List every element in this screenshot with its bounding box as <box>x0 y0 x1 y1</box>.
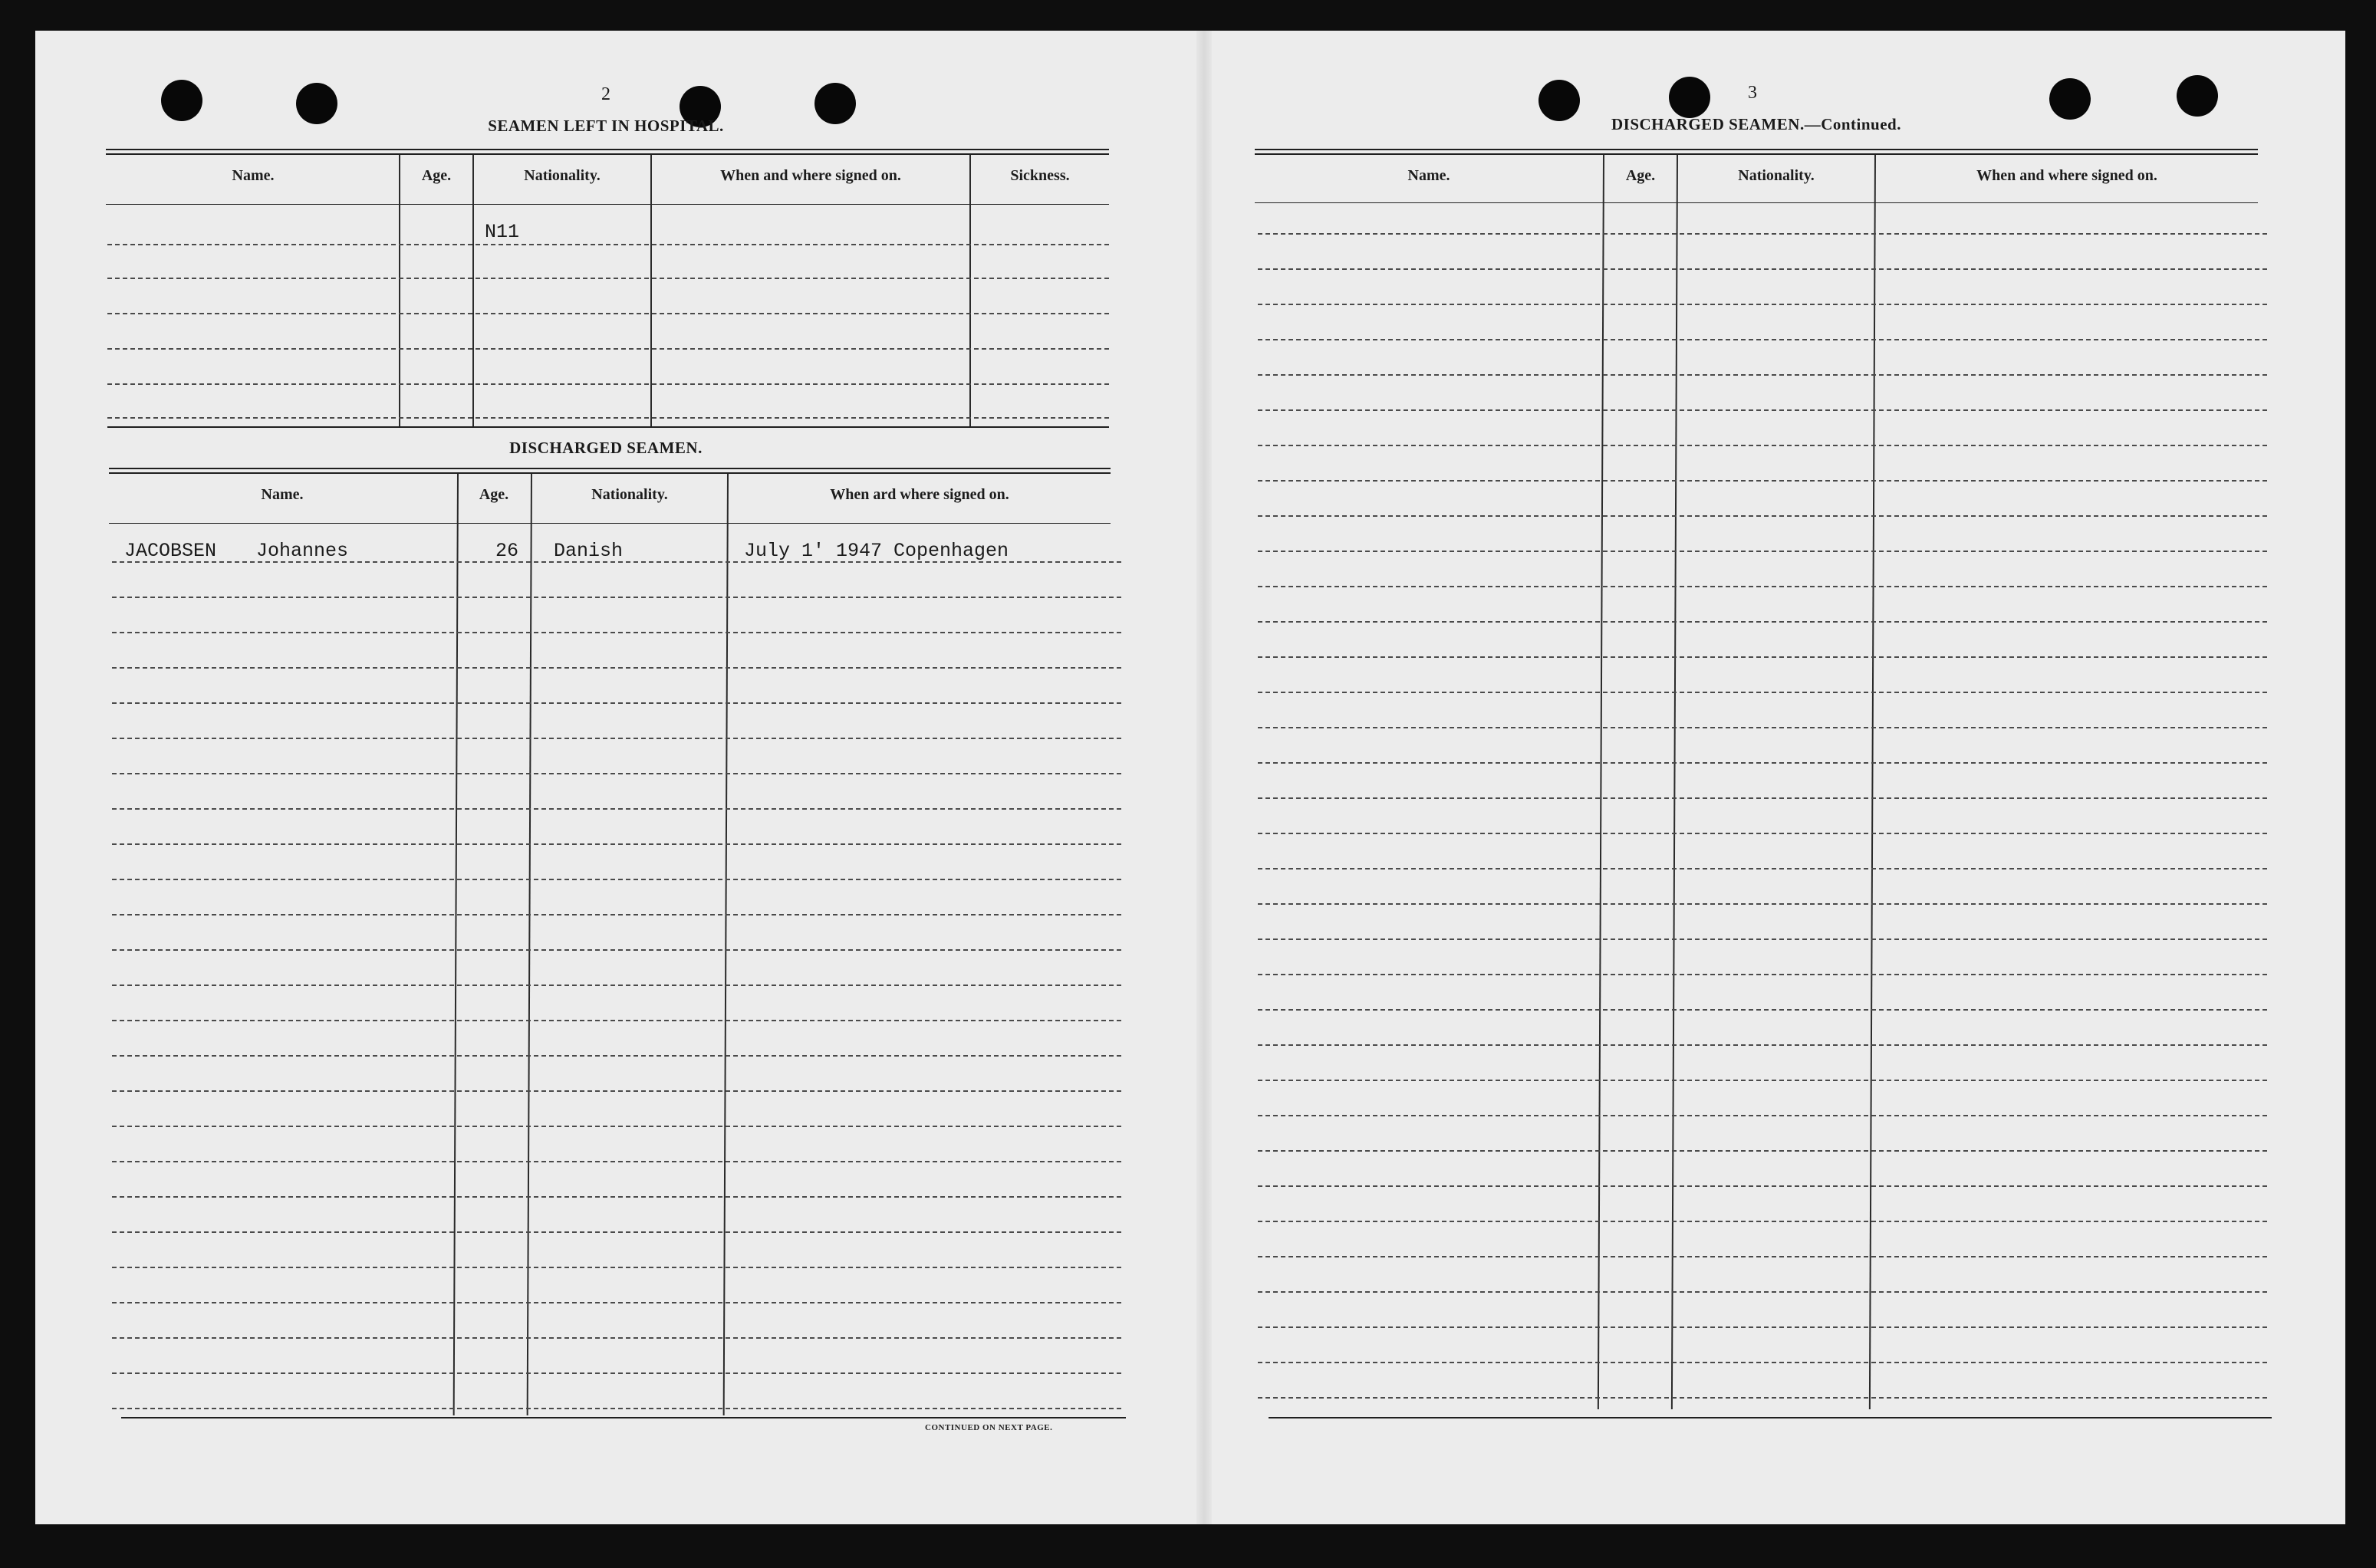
row-line <box>1258 445 2267 446</box>
discharged-section-title: DISCHARGED SEAMEN. <box>509 439 703 457</box>
hospital-section-title: SEAMEN LEFT IN HOSPITAL. <box>488 117 724 135</box>
row-line <box>1258 797 2267 799</box>
header-rule <box>1255 202 2258 203</box>
column-divider <box>472 155 474 426</box>
col-header-nationality: Nationality. <box>591 486 668 503</box>
row-line <box>107 383 1109 385</box>
row-line <box>1258 233 2267 235</box>
row-line <box>1258 938 2267 940</box>
punch-hole <box>2177 75 2218 117</box>
row-line <box>112 1161 1121 1162</box>
row-line <box>1258 1256 2267 1257</box>
seaman-age: 26 <box>495 540 519 562</box>
seaman-signed-on: July 1' 1947 Copenhagen <box>744 540 1009 562</box>
seaman-nationality: Danish <box>554 540 624 562</box>
row-line <box>1258 1150 2267 1152</box>
row-line <box>112 1267 1121 1268</box>
row-line <box>1258 268 2267 270</box>
table-top-rule <box>106 149 1109 150</box>
punch-hole <box>1669 77 1710 118</box>
col-header-name: Name. <box>1407 167 1450 184</box>
header-rule <box>106 204 1109 205</box>
row-line <box>112 1055 1121 1057</box>
row-line <box>107 244 1109 245</box>
row-line <box>1258 974 2267 975</box>
column-divider <box>399 155 400 426</box>
punch-hole <box>2049 78 2091 120</box>
row-line <box>1258 762 2267 764</box>
row-line <box>1258 1115 2267 1116</box>
row-line <box>1258 833 2267 834</box>
row-line <box>1258 621 2267 623</box>
row-line <box>112 879 1121 880</box>
column-divider <box>650 155 652 426</box>
row-line <box>112 1126 1121 1127</box>
row-line <box>1258 1221 2267 1222</box>
table-bottom-rule <box>107 426 1109 428</box>
table-top-rule <box>1255 153 2258 155</box>
page-number: 2 <box>601 84 610 104</box>
table-top-rule <box>109 472 1111 474</box>
row-line <box>112 1020 1121 1021</box>
row-line <box>112 985 1121 986</box>
page-number: 3 <box>1748 83 1757 103</box>
page-fold <box>1196 31 1212 1524</box>
row-line <box>1258 1326 2267 1328</box>
table-top-rule <box>106 153 1109 155</box>
row-line <box>112 632 1121 633</box>
row-line <box>107 348 1109 350</box>
row-line <box>1258 1397 2267 1399</box>
table-bottom-rule <box>1269 1417 2272 1418</box>
row-line <box>112 1196 1121 1198</box>
row-line <box>1258 1009 2267 1011</box>
punch-hole <box>814 83 856 124</box>
register-sheet <box>35 31 2345 1524</box>
col-header-signed-on: When and where signed on. <box>720 167 901 184</box>
row-line <box>1258 727 2267 728</box>
row-line <box>112 949 1121 951</box>
col-header-nationality: Nationality. <box>1738 167 1815 184</box>
row-line <box>1258 656 2267 658</box>
row-line <box>112 1090 1121 1092</box>
row-line <box>1258 1044 2267 1046</box>
row-line <box>107 278 1109 279</box>
table-bottom-rule <box>121 1417 1126 1418</box>
col-header-age: Age. <box>1625 167 1656 184</box>
row-line <box>1258 480 2267 482</box>
col-header-signed-on: When ard where signed on. <box>830 486 1009 503</box>
row-line <box>1258 409 2267 411</box>
punch-hole <box>161 80 202 121</box>
table-top-rule <box>1255 149 2258 150</box>
col-header-name: Name. <box>261 486 304 503</box>
col-header-sickness: Sickness. <box>1010 167 1070 184</box>
row-line <box>112 773 1121 774</box>
col-header-name: Name. <box>232 167 275 184</box>
row-line <box>112 597 1121 598</box>
row-line <box>112 843 1121 845</box>
row-line <box>1258 304 2267 305</box>
row-line <box>1258 586 2267 587</box>
row-line <box>112 738 1121 739</box>
col-header-age: Age. <box>479 486 509 503</box>
row-line <box>112 1337 1121 1339</box>
table-top-rule <box>109 468 1111 469</box>
row-line <box>1258 1080 2267 1081</box>
row-line <box>1258 1185 2267 1187</box>
hospital-entry: N11 <box>485 221 520 243</box>
col-header-signed-on: When and where signed on. <box>1976 167 2157 184</box>
row-line <box>112 1372 1121 1374</box>
row-line <box>112 667 1121 669</box>
row-line <box>1258 339 2267 340</box>
row-line <box>1258 374 2267 376</box>
punch-hole <box>296 83 337 124</box>
row-line <box>107 313 1109 314</box>
continued-section-title: DISCHARGED SEAMEN.—Continued. <box>1611 115 1901 133</box>
row-line <box>1258 515 2267 517</box>
row-line <box>1258 868 2267 869</box>
row-line <box>1258 1362 2267 1363</box>
row-line <box>1258 551 2267 552</box>
row-line <box>112 1231 1121 1233</box>
column-divider <box>969 155 971 426</box>
row-line <box>112 808 1121 810</box>
col-header-nationality: Nationality. <box>524 167 601 184</box>
continued-footer: CONTINUED ON NEXT PAGE. <box>925 1423 1053 1432</box>
row-line <box>1258 1291 2267 1293</box>
row-line <box>1258 903 2267 905</box>
row-line <box>107 417 1109 419</box>
seaman-given-name: Johannes <box>256 540 349 562</box>
row-line <box>112 702 1121 704</box>
row-line <box>112 914 1121 915</box>
row-line <box>112 1408 1121 1409</box>
seaman-surname: JACOBSEN <box>124 540 217 562</box>
col-header-age: Age. <box>421 167 452 184</box>
row-line <box>1258 692 2267 693</box>
header-rule <box>109 523 1111 524</box>
row-line <box>112 1302 1121 1303</box>
